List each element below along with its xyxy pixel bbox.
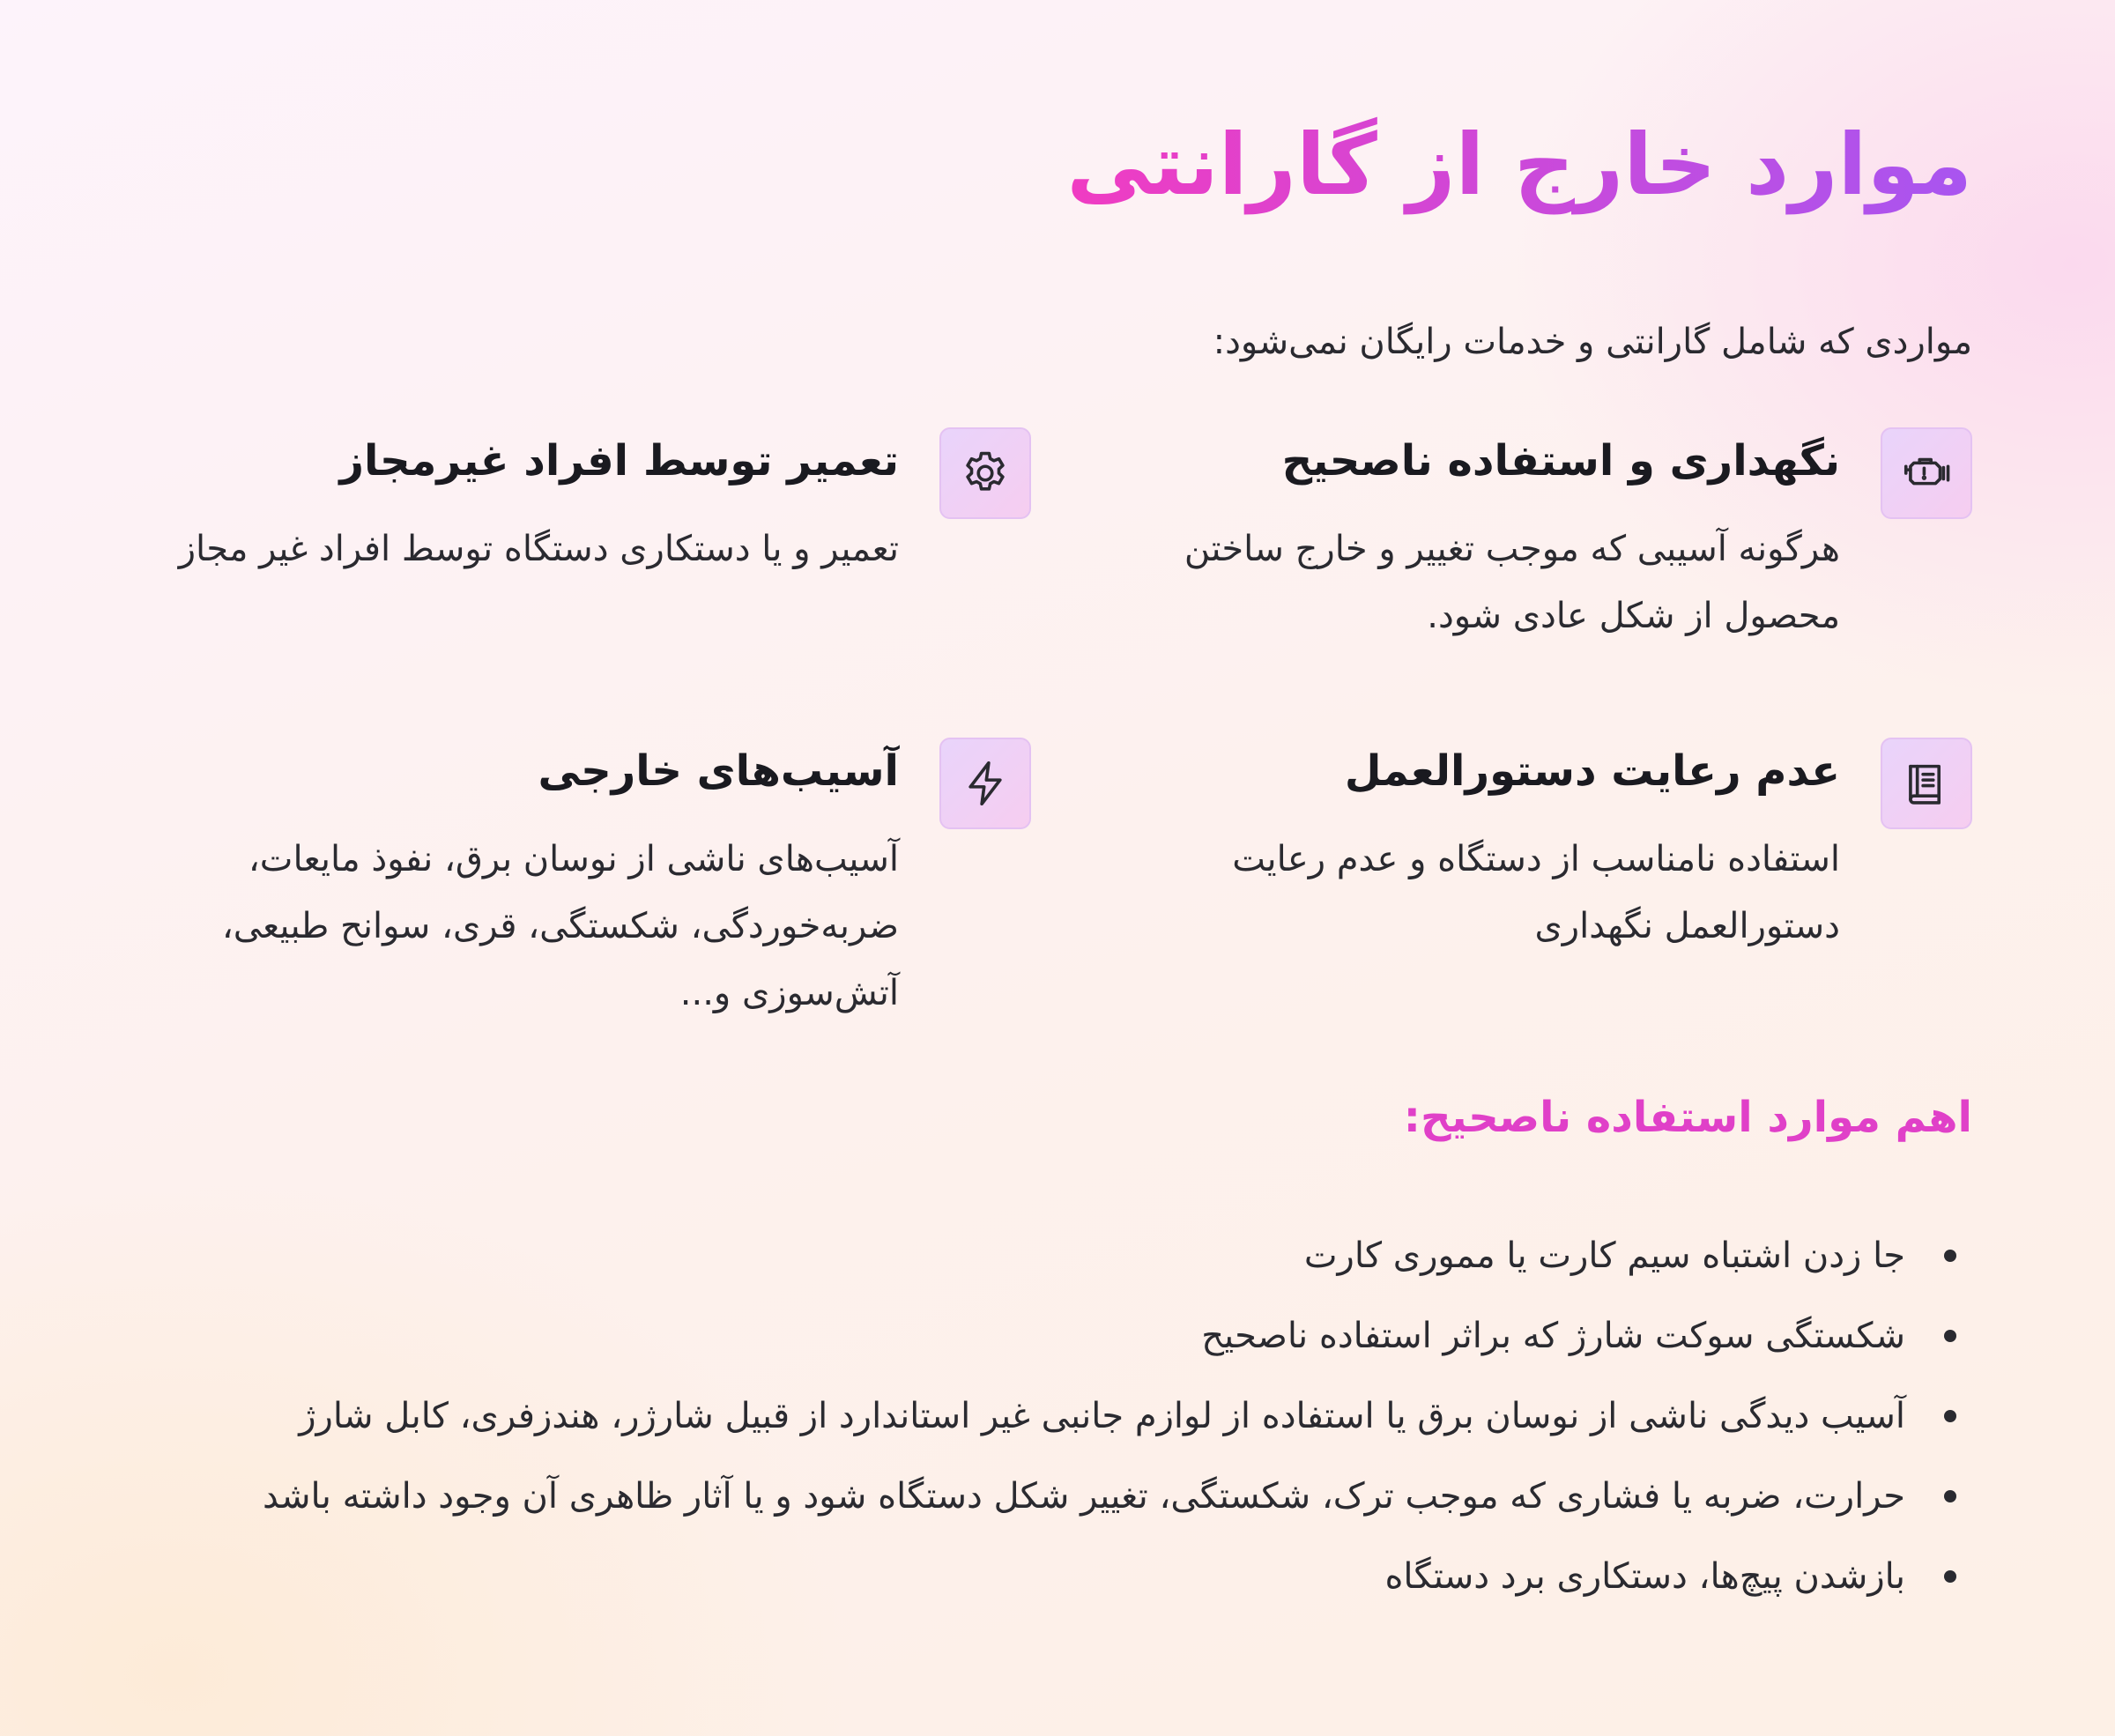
engine-warning-icon bbox=[1899, 446, 1954, 501]
card-title: نگهداری و استفاده ناصحیح bbox=[1281, 436, 1840, 486]
list-item bbox=[122, 1537, 1972, 1617]
page-title: موارد خارج از گارانتی bbox=[1066, 115, 1972, 216]
card-icon-box bbox=[1881, 738, 1972, 829]
card-external-damage bbox=[167, 738, 1031, 1028]
lightning-icon bbox=[958, 756, 1013, 811]
bullet-dot-icon bbox=[1944, 1410, 1956, 1422]
misuse-list bbox=[122, 1216, 1972, 1617]
list-item bbox=[122, 1296, 1972, 1376]
gear-icon bbox=[958, 446, 1013, 501]
book-icon bbox=[1899, 756, 1954, 811]
card-icon-box bbox=[939, 427, 1031, 519]
list-item-text: حرارت، ضربه یا فشاری که موجب ترک، شکستگی، تغییر شکل دستگاه شود و یا آثار ظاهری آن وجود داشته باشد bbox=[263, 1476, 1905, 1517]
card-description: استفاده نامناسب از دستگاه و عدم رعایت دستورالعمل نگهداری bbox=[1232, 839, 1840, 946]
list-item-text: بازشدن پیچ‌ها، دستکاری برد دستگاه bbox=[1384, 1556, 1905, 1597]
card-title: تعمیر توسط افراد غیرمجاز bbox=[339, 436, 899, 486]
card-improper-maintenance bbox=[1109, 427, 1972, 657]
card-icon-box bbox=[939, 738, 1031, 829]
card-icon-box bbox=[1881, 427, 1972, 519]
bullet-dot-icon bbox=[1944, 1330, 1956, 1342]
list-item bbox=[122, 1376, 1972, 1457]
bullet-dot-icon bbox=[1944, 1250, 1956, 1262]
card-description: تعمیر و یا دستکاری دستگاه توسط افراد غیر مجاز bbox=[178, 529, 899, 569]
card-instructions-noncompliance bbox=[1109, 738, 1972, 967]
page-subtitle: مواردی که شامل گارانتی و خدمات رایگان نمی‌شود: bbox=[1213, 322, 1972, 362]
card-description: هرگونه آسیبی که موجب تغییر و خارج ساختن محصول از شکل عادی شود. bbox=[1184, 529, 1840, 636]
list-item-text: جا زدن اشتباه سیم کارت یا مموری کارت bbox=[1303, 1235, 1905, 1276]
list-item bbox=[122, 1216, 1972, 1296]
list-item-text: آسیب دیدگی ناشی از نوسان برق یا استفاده از لوازم جانبی غیر استاندارد از قبیل شارژر، هندزفری، کابل شارژ bbox=[299, 1396, 1905, 1436]
bullet-dot-icon bbox=[1944, 1570, 1956, 1583]
card-unauthorized-repair bbox=[167, 427, 1031, 657]
list-item bbox=[122, 1457, 1972, 1537]
card-description: آسیب‌های ناشی از نوسان برق، نفوذ مایعات، ضربه‌خوردگی، شکستگی، قری، سوانح طبیعی، آتش‌سوزی و... bbox=[221, 839, 899, 1013]
bullet-dot-icon bbox=[1944, 1490, 1956, 1502]
card-title: آسیب‌های خارجی bbox=[538, 746, 899, 796]
misuse-heading: اهم موارد استفاده ناصحیح: bbox=[1403, 1093, 1972, 1142]
list-item-text: شکستگی سوکت شارژ که براثر استفاده ناصحیح bbox=[1201, 1316, 1905, 1356]
card-title: عدم رعایت دستورالعمل bbox=[1344, 746, 1840, 796]
